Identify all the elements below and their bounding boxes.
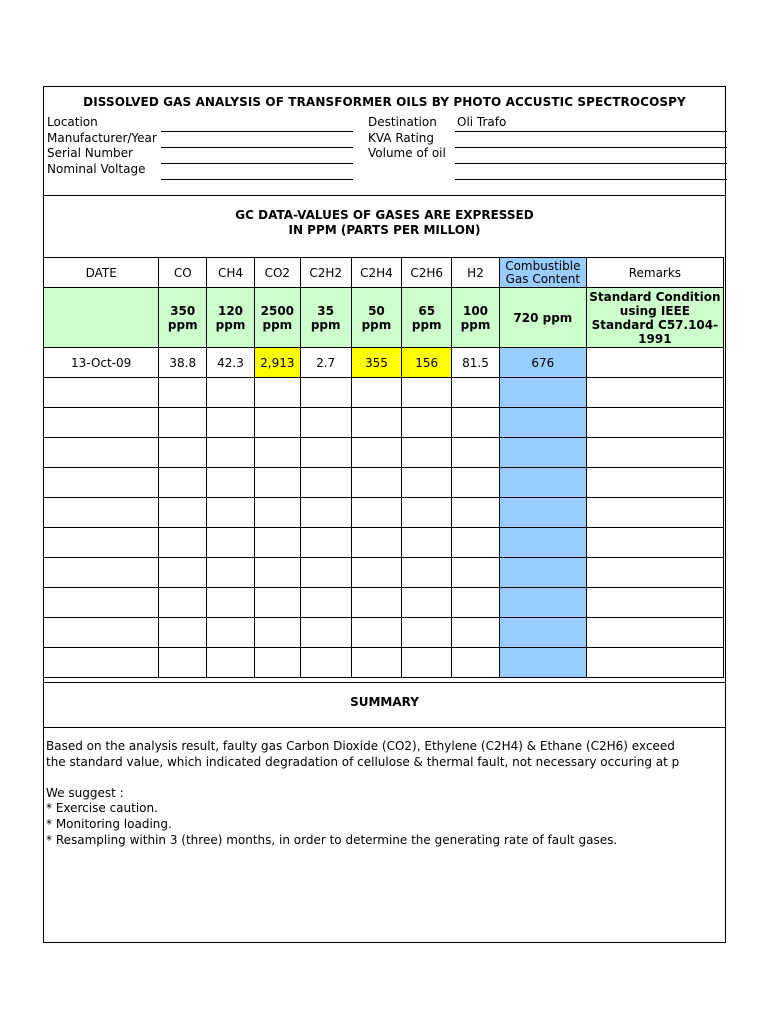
table-cell[interactable] bbox=[586, 498, 723, 528]
standard-h2: 100 ppm bbox=[452, 288, 500, 348]
row-date[interactable]: 13-Oct-09 bbox=[44, 348, 159, 378]
table-cell[interactable] bbox=[254, 528, 300, 558]
header-co2: CO2 bbox=[254, 258, 300, 288]
gc-title-line2: IN PPM (PARTS PER MILLON) bbox=[288, 223, 481, 237]
table-cell[interactable] bbox=[586, 588, 723, 618]
standard-ch4: 120 ppm bbox=[207, 288, 255, 348]
table-cell[interactable] bbox=[586, 438, 723, 468]
header-co: CO bbox=[159, 258, 207, 288]
header-ch4: CH4 bbox=[207, 258, 255, 288]
table-cell[interactable] bbox=[300, 498, 351, 528]
standard-row bbox=[44, 288, 724, 348]
table-cell[interactable] bbox=[351, 618, 402, 648]
table-cell[interactable] bbox=[159, 498, 207, 528]
header-remarks: Remarks bbox=[586, 258, 723, 288]
table-cell[interactable] bbox=[586, 468, 723, 498]
table-cell[interactable] bbox=[586, 408, 723, 438]
table-cell[interactable] bbox=[300, 618, 351, 648]
table-cell[interactable] bbox=[159, 438, 207, 468]
header-combustible: Combustible Gas Content bbox=[499, 258, 586, 288]
nominal-voltage-label: Nominal Voltage bbox=[47, 162, 146, 176]
table-cell[interactable] bbox=[254, 588, 300, 618]
table-cell[interactable] bbox=[254, 618, 300, 648]
row-combustible[interactable]: 676 bbox=[499, 348, 586, 378]
table-cell[interactable] bbox=[499, 498, 586, 528]
table-row bbox=[44, 408, 724, 438]
table-cell[interactable] bbox=[207, 378, 255, 408]
volume-of-oil-label: Volume of oil bbox=[368, 146, 446, 160]
table-cell[interactable] bbox=[207, 408, 255, 438]
table-cell[interactable] bbox=[499, 528, 586, 558]
table-cell[interactable] bbox=[499, 378, 586, 408]
summary-line-2: the standard value, which indicated degradation of cellulose & thermal fault, not necessary occuring at p bbox=[46, 754, 680, 769]
location-label: Location bbox=[47, 115, 98, 129]
divider bbox=[44, 195, 725, 196]
table-row bbox=[44, 618, 724, 648]
table-cell[interactable] bbox=[207, 648, 255, 678]
table-cell[interactable] bbox=[300, 648, 351, 678]
table-cell[interactable] bbox=[44, 438, 159, 468]
table-cell[interactable] bbox=[159, 408, 207, 438]
header-c2h4: C2H4 bbox=[351, 258, 402, 288]
manufacturer-year-field[interactable] bbox=[161, 147, 353, 148]
table-cell[interactable] bbox=[254, 648, 300, 678]
table-cell[interactable] bbox=[300, 468, 351, 498]
table-cell[interactable] bbox=[44, 618, 159, 648]
table-row bbox=[44, 348, 724, 378]
standard-combustible: 720 ppm bbox=[499, 288, 586, 348]
table-cell[interactable] bbox=[159, 468, 207, 498]
table-cell[interactable] bbox=[44, 528, 159, 558]
table-cell[interactable] bbox=[300, 438, 351, 468]
table-cell[interactable] bbox=[300, 588, 351, 618]
summary-line-1: Based on the analysis result, faulty gas Carbon Dioxide (CO2), Ethylene (C2H4) & Ethane (C2H6) exceed bbox=[46, 739, 675, 753]
header-c2h2: C2H2 bbox=[300, 258, 351, 288]
table-cell[interactable] bbox=[207, 618, 255, 648]
manufacturer-year-label: Manufacturer/Year bbox=[47, 131, 157, 145]
table-cell[interactable] bbox=[452, 558, 500, 588]
dga-report-sheet bbox=[43, 86, 726, 943]
header-h2: H2 bbox=[452, 258, 500, 288]
standard-c2h6: 65 ppm bbox=[402, 288, 452, 348]
table-cell[interactable] bbox=[159, 528, 207, 558]
table-cell[interactable] bbox=[44, 408, 159, 438]
standard-c2h4: 50 ppm bbox=[351, 288, 402, 348]
row-c2h6[interactable]: 156 bbox=[402, 348, 452, 378]
table-cell[interactable] bbox=[254, 378, 300, 408]
table-cell[interactable] bbox=[300, 408, 351, 438]
table-cell[interactable] bbox=[499, 408, 586, 438]
table-cell[interactable] bbox=[159, 618, 207, 648]
table-row bbox=[44, 588, 724, 618]
table-cell[interactable] bbox=[159, 378, 207, 408]
table-cell[interactable] bbox=[402, 468, 452, 498]
table-cell[interactable] bbox=[499, 558, 586, 588]
table-row bbox=[44, 528, 724, 558]
table-cell[interactable] bbox=[44, 378, 159, 408]
table-cell[interactable] bbox=[586, 618, 723, 648]
table-cell[interactable] bbox=[452, 528, 500, 558]
table-cell[interactable] bbox=[207, 468, 255, 498]
row-c2h2[interactable]: 2.7 bbox=[300, 348, 351, 378]
table-cell[interactable] bbox=[351, 468, 402, 498]
table-cell[interactable] bbox=[586, 558, 723, 588]
summary-divider-bottom bbox=[44, 727, 725, 728]
table-cell[interactable] bbox=[452, 648, 500, 678]
table-row bbox=[44, 468, 724, 498]
table-cell[interactable] bbox=[452, 498, 500, 528]
serial-number-label: Serial Number bbox=[47, 146, 133, 160]
table-cell[interactable] bbox=[351, 498, 402, 528]
volume-of-oil-field[interactable] bbox=[455, 163, 727, 164]
table-cell[interactable] bbox=[402, 408, 452, 438]
table-cell[interactable] bbox=[452, 408, 500, 438]
table-cell[interactable] bbox=[402, 498, 452, 528]
gc-title-line1: GC DATA-VALUES OF GASES ARE EXPRESSED bbox=[235, 208, 534, 222]
table-cell[interactable] bbox=[351, 378, 402, 408]
kva-rating-label: KVA Rating bbox=[368, 131, 435, 145]
standard-c2h2: 35 ppm bbox=[300, 288, 351, 348]
destination-field[interactable] bbox=[455, 131, 727, 132]
summary-heading: SUMMARY bbox=[350, 695, 419, 709]
table-cell[interactable] bbox=[351, 648, 402, 678]
row-remarks[interactable] bbox=[586, 348, 723, 378]
table-cell[interactable] bbox=[254, 498, 300, 528]
header-c2h6: C2H6 bbox=[402, 258, 452, 288]
table-row bbox=[44, 438, 724, 468]
table-cell[interactable] bbox=[44, 498, 159, 528]
standard-remarks: Standard Condition using IEEE Standard C57.104-1991 bbox=[586, 288, 723, 348]
destination-value: Oli Trafo bbox=[457, 115, 507, 129]
summary-suggest: We suggest : bbox=[46, 785, 124, 800]
table-cell[interactable] bbox=[351, 558, 402, 588]
suggestion-item: * Exercise caution. bbox=[46, 801, 158, 816]
table-cell[interactable] bbox=[402, 378, 452, 408]
table-row bbox=[44, 558, 724, 588]
kva-rating-field[interactable] bbox=[455, 147, 727, 148]
extra-field[interactable] bbox=[455, 179, 727, 180]
summary-spacer bbox=[46, 770, 724, 786]
table-cell[interactable] bbox=[452, 588, 500, 618]
table-cell[interactable] bbox=[207, 528, 255, 558]
row-co[interactable]: 38.8 bbox=[159, 348, 207, 378]
table-cell[interactable] bbox=[452, 618, 500, 648]
table-row bbox=[44, 378, 724, 408]
row-h2[interactable]: 81.5 bbox=[452, 348, 500, 378]
table-cell[interactable] bbox=[300, 378, 351, 408]
table-cell[interactable] bbox=[402, 618, 452, 648]
row-ch4[interactable]: 42.3 bbox=[207, 348, 255, 378]
table-cell[interactable] bbox=[207, 588, 255, 618]
table-cell[interactable] bbox=[44, 588, 159, 618]
table-cell[interactable] bbox=[499, 588, 586, 618]
table-cell[interactable] bbox=[300, 558, 351, 588]
gas-data-table bbox=[43, 257, 724, 678]
table-cell[interactable] bbox=[402, 528, 452, 558]
nominal-voltage-field[interactable] bbox=[161, 179, 353, 180]
table-cell[interactable] bbox=[254, 438, 300, 468]
report-title: DISSOLVED GAS ANALYSIS OF TRANSFORMER OILS BY PHOTO ACCUSTIC SPECTROCOSPY bbox=[83, 95, 686, 109]
suggestion-item: * Resampling within 3 (three) months, in order to determine the generating rate of fault gases. bbox=[46, 832, 618, 847]
standard-co2: 2500 ppm bbox=[254, 288, 300, 348]
summary-divider-top bbox=[44, 682, 725, 683]
standard-date bbox=[44, 288, 159, 348]
table-cell[interactable] bbox=[207, 498, 255, 528]
table-cell[interactable] bbox=[402, 648, 452, 678]
table-cell[interactable] bbox=[586, 528, 723, 558]
table-cell[interactable] bbox=[499, 438, 586, 468]
table-cell[interactable] bbox=[159, 558, 207, 588]
location-field[interactable] bbox=[161, 131, 353, 132]
table-cell[interactable] bbox=[159, 588, 207, 618]
table-row bbox=[44, 498, 724, 528]
table-cell[interactable] bbox=[499, 468, 586, 498]
table-cell[interactable] bbox=[452, 438, 500, 468]
table-cell[interactable] bbox=[402, 588, 452, 618]
table-cell[interactable] bbox=[254, 408, 300, 438]
table-cell[interactable] bbox=[586, 648, 723, 678]
table-cell[interactable] bbox=[402, 438, 452, 468]
suggestion-item: * Monitoring loading. bbox=[46, 816, 172, 831]
table-cell[interactable] bbox=[44, 468, 159, 498]
serial-number-field[interactable] bbox=[161, 163, 353, 164]
table-cell[interactable] bbox=[207, 558, 255, 588]
table-cell[interactable] bbox=[44, 648, 159, 678]
table-cell[interactable] bbox=[254, 468, 300, 498]
table-cell[interactable] bbox=[452, 378, 500, 408]
gc-data-title bbox=[44, 208, 725, 238]
table-cell[interactable] bbox=[499, 648, 586, 678]
table-cell[interactable] bbox=[586, 378, 723, 408]
row-co2[interactable]: 2,913 bbox=[254, 348, 300, 378]
header-date: DATE bbox=[44, 258, 159, 288]
table-row bbox=[44, 648, 724, 678]
table-cell[interactable] bbox=[300, 528, 351, 558]
table-cell[interactable] bbox=[254, 558, 300, 588]
standard-co: 350 ppm bbox=[159, 288, 207, 348]
table-cell[interactable] bbox=[452, 468, 500, 498]
table-cell[interactable] bbox=[499, 618, 586, 648]
destination-label: Destination bbox=[368, 115, 437, 129]
table-cell[interactable] bbox=[351, 408, 402, 438]
table-cell[interactable] bbox=[351, 528, 402, 558]
table-cell[interactable] bbox=[44, 558, 159, 588]
table-cell[interactable] bbox=[159, 648, 207, 678]
table-cell[interactable] bbox=[351, 438, 402, 468]
row-c2h4[interactable]: 355 bbox=[351, 348, 402, 378]
table-cell[interactable] bbox=[402, 558, 452, 588]
empty-rows bbox=[44, 378, 724, 678]
table-header-row bbox=[44, 258, 724, 288]
summary-body bbox=[46, 739, 724, 848]
table-cell[interactable] bbox=[207, 438, 255, 468]
table-cell[interactable] bbox=[351, 588, 402, 618]
